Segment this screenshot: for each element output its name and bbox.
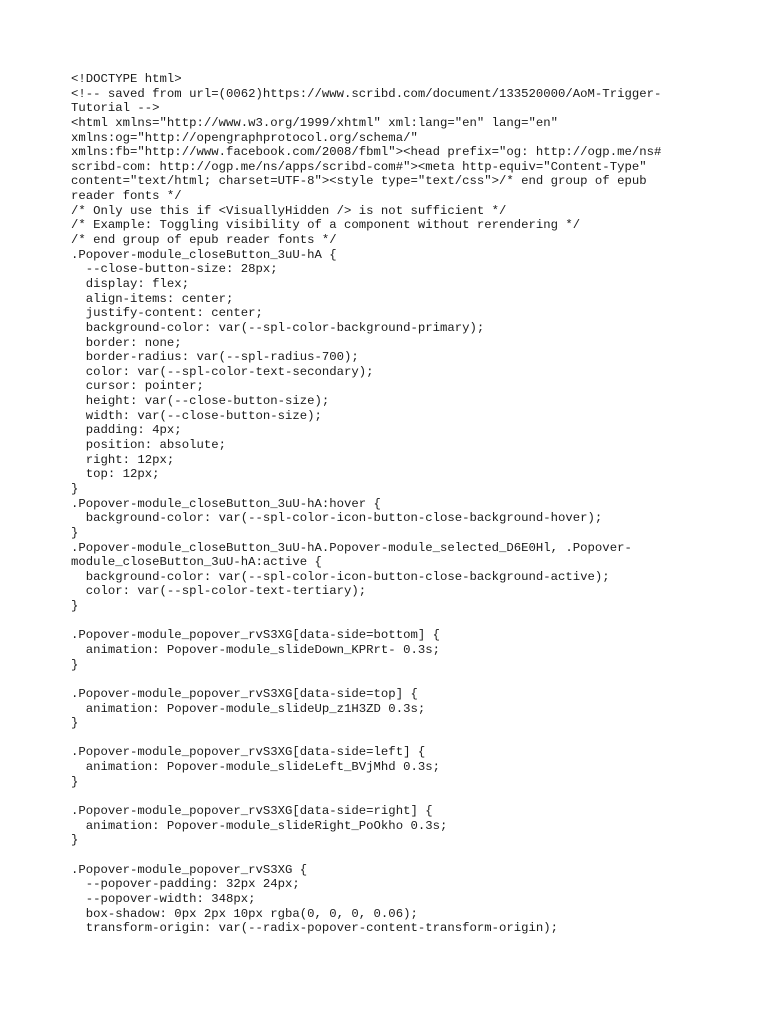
code-line: } bbox=[71, 599, 79, 614]
code-line bbox=[71, 789, 691, 804]
code-line: .Popover-module_closeButton_3uU-hA { bbox=[71, 247, 337, 262]
code-line: border: none; bbox=[71, 335, 182, 350]
code-line: <html xmlns="http://www.w3.org/1999/xhtml" xml:lang="en" lang="en" bbox=[71, 115, 559, 130]
code-line: background-color: var(--spl-color-icon-button-close-background-hover); bbox=[71, 511, 603, 526]
code-line: box-shadow: 0px 2px 10px rgba(0, 0, 0, 0.06); bbox=[71, 906, 418, 921]
document-page bbox=[71, 72, 691, 936]
code-line: /* end group of epub reader fonts */ bbox=[71, 233, 337, 248]
code-line: right: 12px; bbox=[71, 452, 175, 467]
code-line: <!DOCTYPE html> bbox=[71, 72, 182, 86]
code-line: position: absolute; bbox=[71, 438, 226, 453]
code-line: height: var(--close-button-size); bbox=[71, 394, 330, 409]
code-line: animation: Popover-module_slideRight_PoOkho 0.3s; bbox=[71, 818, 448, 833]
code-line bbox=[71, 731, 691, 746]
code-line: .Popover-module_popover_rvS3XG[data-side=left] { bbox=[71, 745, 426, 760]
code-line: color: var(--spl-color-text-secondary); bbox=[71, 364, 374, 379]
code-line: module_closeButton_3uU-hA:active { bbox=[71, 555, 322, 570]
code-line: } bbox=[71, 774, 79, 789]
code-line: /* Only use this if <VisuallyHidden /> is not sufficient */ bbox=[71, 203, 507, 218]
code-line: } bbox=[71, 657, 79, 672]
code-line: background-color: var(--spl-color-icon-button-close-background-active); bbox=[71, 569, 610, 584]
code-text-block bbox=[71, 72, 691, 936]
code-line: transform-origin: var(--radix-popover-content-transform-origin); bbox=[71, 921, 559, 936]
code-line: .Popover-module_popover_rvS3XG[data-side=top] { bbox=[71, 686, 418, 701]
code-line: } bbox=[71, 481, 79, 496]
code-line: xmlns:og="http://opengraphprotocol.org/schema/" bbox=[71, 130, 418, 145]
code-line: Tutorial --> bbox=[71, 101, 160, 116]
code-line bbox=[71, 672, 691, 687]
code-line bbox=[71, 848, 691, 863]
code-line: .Popover-module_popover_rvS3XG[data-side=bottom] { bbox=[71, 628, 440, 643]
code-line: top: 12px; bbox=[71, 467, 160, 482]
code-line: .Popover-module_closeButton_3uU-hA:hover { bbox=[71, 496, 381, 511]
code-line: /* Example: Toggling visibility of a component without rerendering */ bbox=[71, 218, 581, 233]
code-line: align-items: center; bbox=[71, 291, 234, 306]
code-line: color: var(--spl-color-text-tertiary); bbox=[71, 584, 367, 599]
code-line: border-radius: var(--spl-radius-700); bbox=[71, 350, 359, 365]
code-line: } bbox=[71, 716, 79, 731]
code-line: scribd-com: http://ogp.me/ns/apps/scribd-com#"><meta http-equiv="Content-Type" bbox=[71, 159, 647, 174]
code-line: background-color: var(--spl-color-background-primary); bbox=[71, 320, 485, 335]
code-line: <!-- saved from url=(0062)https://www.scribd.com/document/133520000/AoM-Trigger- bbox=[71, 86, 662, 101]
code-line: .Popover-module_closeButton_3uU-hA.Popover-module_selected_D6E0Hl, .Popover- bbox=[71, 540, 632, 555]
code-line: } bbox=[71, 833, 79, 848]
code-line: --close-button-size: 28px; bbox=[71, 262, 278, 277]
code-line: .Popover-module_popover_rvS3XG[data-side=right] { bbox=[71, 804, 433, 819]
code-line: animation: Popover-module_slideDown_KPRrt- 0.3s; bbox=[71, 642, 440, 657]
code-line: padding: 4px; bbox=[71, 423, 182, 438]
code-line: --popover-padding: 32px 24px; bbox=[71, 877, 300, 892]
code-line: animation: Popover-module_slideLeft_BVjMhd 0.3s; bbox=[71, 760, 440, 775]
code-line: content="text/html; charset=UTF-8"><style type="text/css">/* end group of epub bbox=[71, 174, 647, 189]
code-line: width: var(--close-button-size); bbox=[71, 408, 322, 423]
code-line: } bbox=[71, 525, 79, 540]
code-line: animation: Popover-module_slideUp_z1H3ZD 0.3s; bbox=[71, 701, 426, 716]
code-line: .Popover-module_popover_rvS3XG { bbox=[71, 862, 308, 877]
code-line: reader fonts */ bbox=[71, 189, 182, 204]
code-line: justify-content: center; bbox=[71, 306, 263, 321]
code-line: display: flex; bbox=[71, 276, 190, 291]
code-line bbox=[71, 614, 691, 629]
code-line: cursor: pointer; bbox=[71, 379, 204, 394]
code-line: xmlns:fb="http://www.facebook.com/2008/fbml"><head prefix="og: http://ogp.me/ns# bbox=[71, 145, 662, 160]
code-line: --popover-width: 348px; bbox=[71, 891, 256, 906]
